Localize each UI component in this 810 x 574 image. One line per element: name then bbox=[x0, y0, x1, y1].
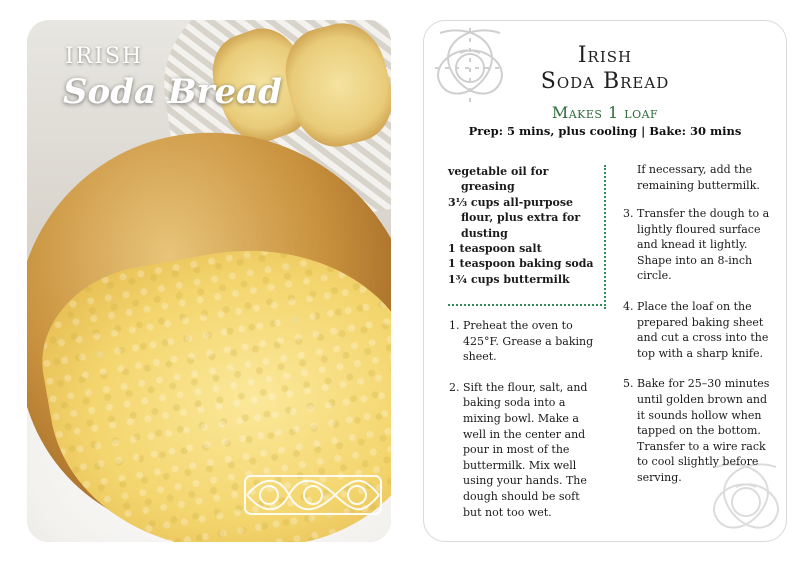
step-number: 3. bbox=[623, 207, 634, 220]
ingredient-item: vegetable oil for greasing bbox=[448, 165, 549, 194]
step-item bbox=[623, 376, 773, 485]
step-text: Preheat the oven to 425°F. Grease a baking sheet. bbox=[463, 319, 594, 364]
step-number: 4. bbox=[623, 299, 634, 313]
step-text: Sift the flour, salt, and baking soda into a mixing bowl. Make a well in the center and pour in most of the buttermilk. Mix well using your hands. The dough should be soft but not too wet. bbox=[463, 380, 588, 519]
recipe-card bbox=[423, 20, 787, 542]
step-number: 1. bbox=[449, 319, 460, 332]
step-text: Transfer the dough to a lightly floured surface and knead it lightly. Shape into an 8-inch circle. bbox=[637, 207, 770, 283]
prep-bake-times: Prep: 5 mins, plus cooling | Bake: 30 mins bbox=[468, 124, 742, 138]
step-text: Place the loaf on the prepared baking sheet and cut a cross into the top with a sharp knife. bbox=[637, 299, 769, 360]
celtic-knot-corner-icon bbox=[430, 23, 510, 113]
step-item bbox=[623, 206, 773, 284]
celtic-knot-band-icon bbox=[243, 472, 383, 518]
step-item bbox=[449, 380, 599, 520]
step-number: 2. bbox=[449, 380, 460, 394]
photo-card bbox=[27, 20, 391, 542]
step2-continuation: If necessary, add the remaining buttermilk. bbox=[637, 163, 760, 192]
recipe-title-line1: Irish bbox=[577, 43, 633, 68]
ingredients-list bbox=[448, 164, 598, 287]
steps-list-left bbox=[449, 318, 599, 535]
steps-list-right bbox=[623, 206, 773, 501]
ingredient-item: 1 teaspoon salt bbox=[448, 242, 542, 256]
step-item bbox=[449, 318, 599, 365]
ingredients-divider-horizontal bbox=[448, 304, 606, 306]
step-text: Bake for 25–30 minutes until golden brown and it sounds hollow when tapped on the bottom. Transfer to a wire rack to cool slightly before serving. bbox=[637, 377, 770, 484]
ingredients-divider-vertical bbox=[604, 165, 606, 309]
yield-label: Makes 1 loaf bbox=[551, 103, 659, 122]
photo-title-script: Soda Bread bbox=[63, 72, 282, 112]
step-item bbox=[623, 299, 773, 361]
ingredient-item: 1 teaspoon baking soda bbox=[448, 257, 594, 271]
ingredient-item: 3⅓ cups all-purpose flour, plus extra for dusting bbox=[448, 195, 581, 240]
step-number: 5. bbox=[623, 377, 634, 391]
photo-title-small: IRISH bbox=[65, 44, 144, 69]
ingredient-item: 1¾ cups buttermilk bbox=[448, 272, 570, 286]
recipe-title-line2: Soda Bread bbox=[540, 69, 670, 94]
